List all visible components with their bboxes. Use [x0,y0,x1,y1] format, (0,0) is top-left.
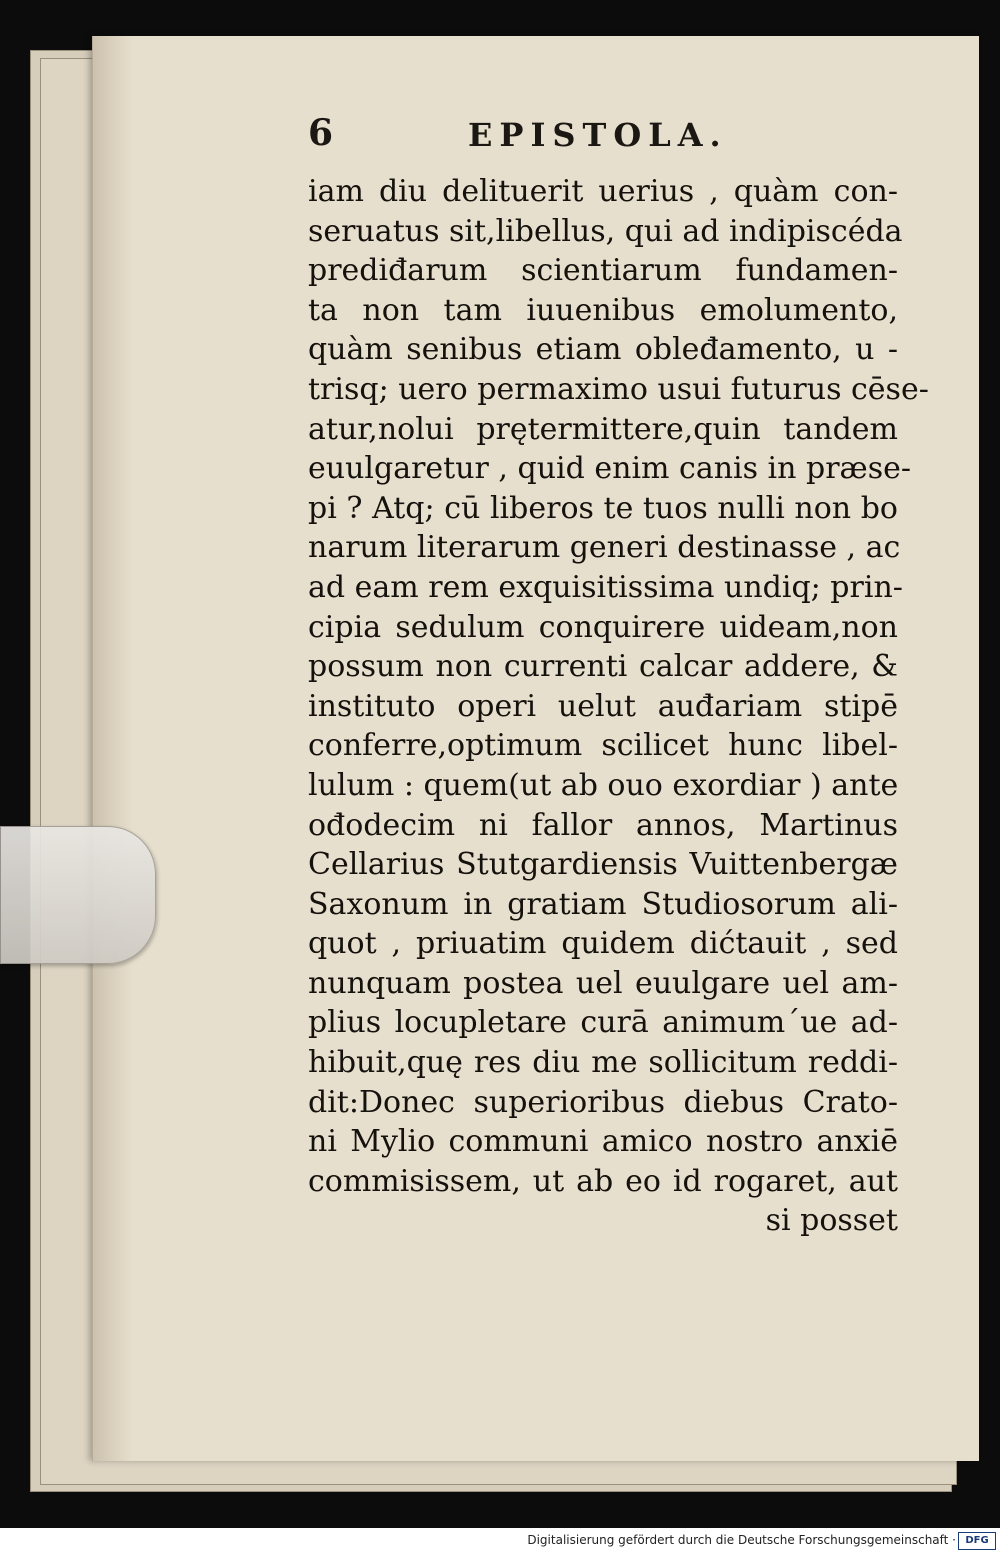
text-line: conferre,optimum scilicet hunc libel- [308,728,898,764]
text-line: instituto operi uelut auđariam stipē [308,688,898,724]
text-line: lulum : quem(ut ab ouo exordiar ) ante [308,767,899,803]
catchword-line: si posset [765,1203,898,1239]
text-line: commisissem, ut ab eo id rogaret, aut [308,1163,898,1199]
digitization-credit: Digitalisierung gefördert durch die Deutsche Forschungsgemeinschaft · [527,1533,956,1547]
text-line: trisq; uero permaximo usui futurus cēse- [308,371,929,407]
text-line: cipia sedulum conquirere uideam,non [308,609,898,645]
text-line: seruatus sit,libellus, qui ad indipiscéda [308,213,903,249]
text-line: ad eam rem exquisitissima undiq; prin- [308,569,903,605]
text-line: prediđarum scientiarum fundamen- [308,253,898,289]
text-line: dit:Donec superioribus diebus Crato- [308,1084,898,1120]
text-line: atur,nolui prętermittere,quin tandem [308,411,898,447]
running-title: EPISTOLA. [468,116,728,154]
text-line: possum non currenti calcar addere, & [308,649,898,685]
text-line: nunquam postea uel euulgare uel am- [308,965,898,1001]
text-line: quot , priuatim quidem dićtauit , sed [308,926,898,962]
text-line: euulgaretur , quid enim canis in præse- [308,451,912,487]
footer-bar [0,1528,1000,1554]
text-line: quàm senibus etiam obleđamento, u - [308,332,898,368]
page-header [308,112,748,160]
text-line: ođodecim ni fallor annos, Martinus [308,807,898,843]
dfg-logo-icon: DFG [958,1532,996,1550]
text-line: ni Mylio communi amico nostro anxiē [308,1124,898,1160]
text-line: pi ? Atq; cū liberos te tuos nulli non bo [308,490,898,526]
text-line: plius locupletare curā animum´ue ad- [308,1005,898,1041]
text-line: ta non tam iuuenibus emolumento, [308,292,898,328]
body-text [308,172,929,1241]
text-line: hibuit,quę res diu me sollicitum reddi- [308,1045,898,1081]
text-line: Saxonum in gratiam Studiosorum ali- [308,886,898,922]
text-line: Cellarius Stutgardiensis Vuittenbergæ [308,847,898,883]
text-line: iam diu delituerit uerius , quàm con- [308,174,898,209]
page-clip-holder [0,826,156,964]
text-line: narum literarum generi destinasse , ac [308,530,901,566]
page-number: 6 [308,112,334,154]
